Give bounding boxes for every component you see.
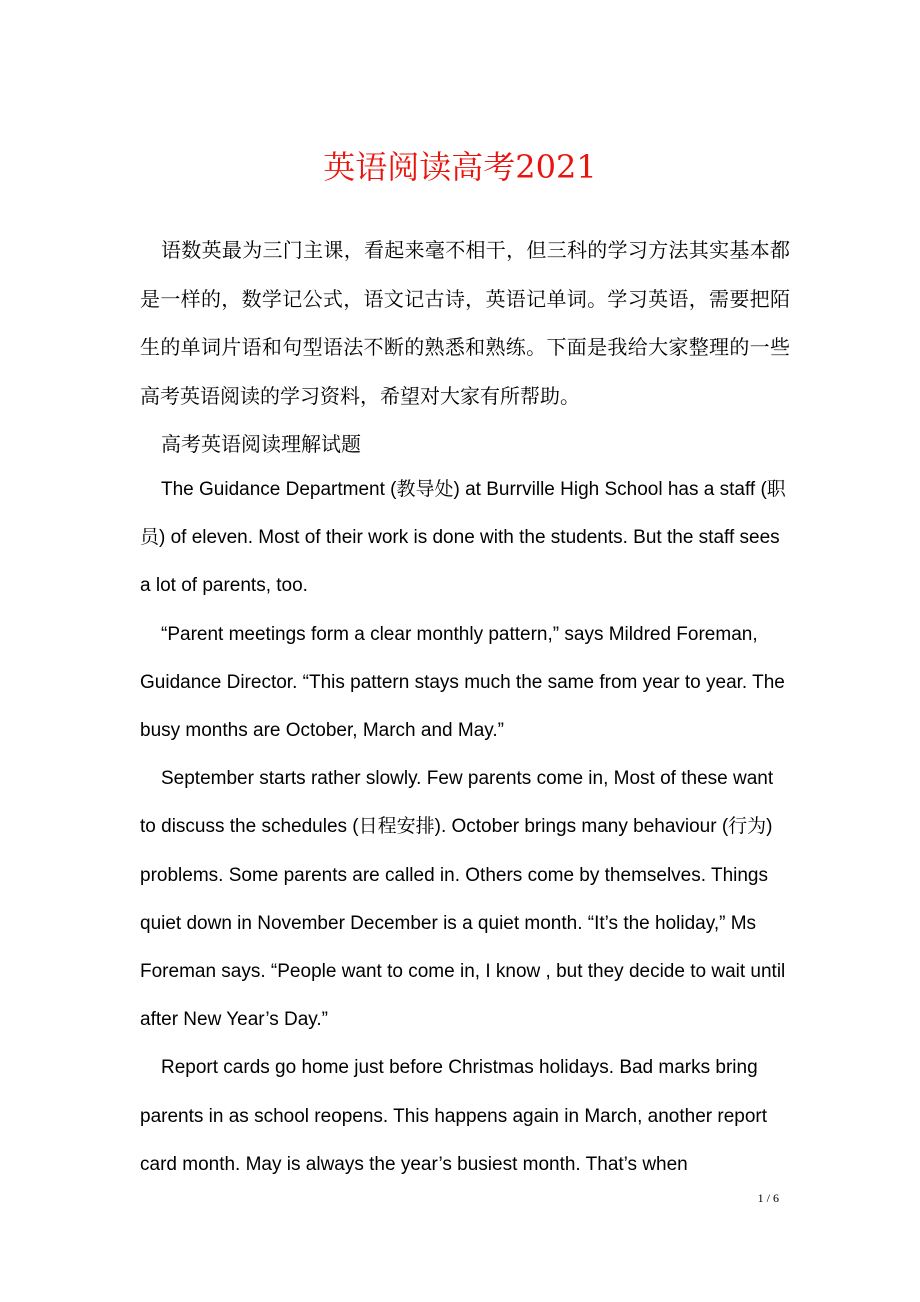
passage-paragraph-3: September starts rather slowly. Few parents come in, Most of these want to discuss the schedules (日程安排). October brings many behaviour (行为) problems. Some parents are called in. Others come by themselves. Things quiet down in November December is a quiet month. “It’s the holiday,” Ms Foreman says. “People want to come in, I know , but they decide to wait until after New Year’s Day.” <box>140 768 786 1031</box>
document-title: 英语阅读高考2021 <box>323 148 597 186</box>
intro-paragraph: 语数英最为三门主课，看起来毫不相干，但三科的学习方法其实基本都是一样的，数学记公式，语文记古诗，英语记单词。学习英语，需要把陌生的单词片语和句型语法不断的熟悉和熟练。下面是我给大家整理的一些高考英语阅读的学习资料，希望对大家有所帮助。 <box>140 238 790 408</box>
chinese-section <box>140 226 790 469</box>
passage-paragraph-1: The Guidance Department (教导处) at Burrville High School has a staff (职员) of eleven. Most of their work is done with the students. But the staff sees a lot of parents, too. <box>140 479 786 597</box>
passage-paragraph-2: “Parent meetings form a clear monthly pattern,” says Mildred Foreman, Guidance Director. “This pattern stays much the same from year to year. The busy months are October, March and May.” <box>140 623 785 742</box>
section-heading: 高考英语阅读理解试题 <box>161 432 361 456</box>
passage-paragraph-4: Report cards go home just before Christmas holidays. Bad marks bring parents in as school reopens. This happens again in March, another report card month. May is always the year’s busiest month. That’s when <box>140 1057 768 1175</box>
passage-body <box>140 466 790 1189</box>
page-number: 1 / 6 <box>757 1191 779 1205</box>
